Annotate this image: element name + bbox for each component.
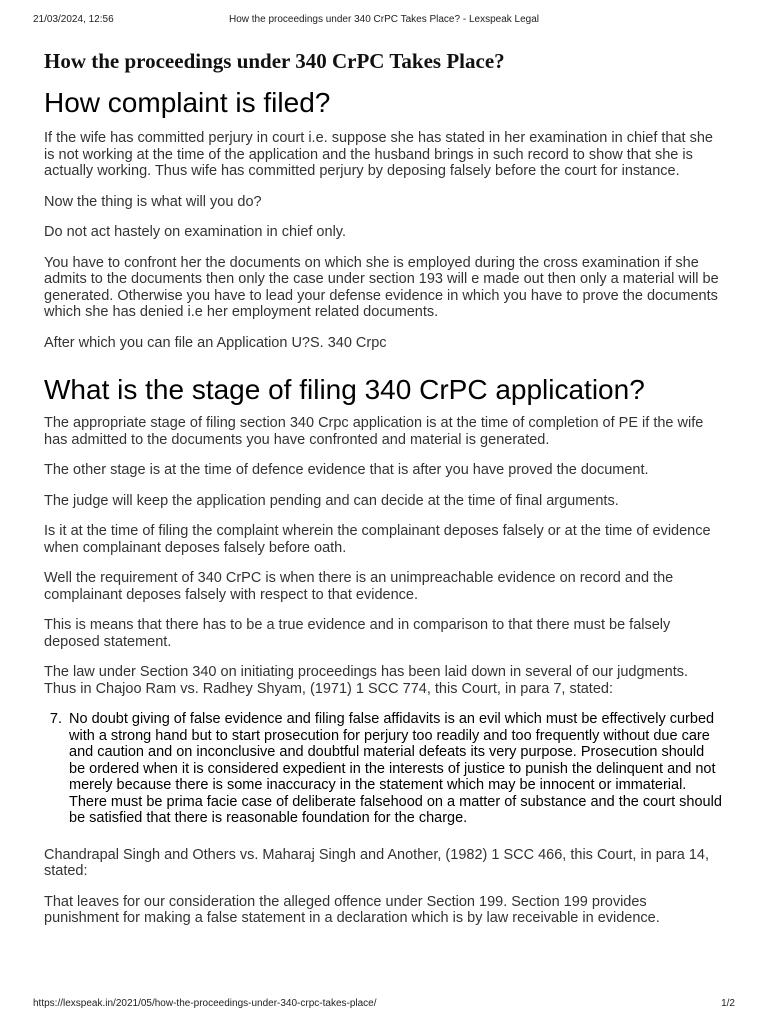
print-footer [33, 998, 735, 1012]
article-title: How the proceedings under 340 CrPC Takes Place? [44, 49, 505, 73]
article [44, 48, 724, 941]
paragraph: The appropriate stage of filing section 340 Crpc application is at the time of completion of PE if the wife has admitted to the documents you have confronted and material is generated. [44, 415, 704, 448]
section-heading-complaint: How complaint is filed? [44, 87, 331, 118]
paragraph: That leaves for our consideration the alleged offence under Section 199. Section 199 provides punishment for making a false statement in a declaration which is by law receivable in evidence. [44, 893, 660, 926]
print-url: https://lexspeak.in/2021/05/how-the-proceedings-under-340-crpc-takes-place/ [33, 998, 377, 1009]
paragraph: Is it at the time of filing the complaint wherein the complainant deposes falsely or at the time of evidence when complainant deposes falsely before oath. [44, 523, 711, 556]
paragraph: If the wife has committed perjury in court i.e. suppose she has stated in her examination in chief that she is not working at the time of the application and the husband brings in such record to show that she is actually working. Thus wife has committed perjury by deposing falsely before the court for instance. [44, 130, 713, 179]
paragraph: Now the thing is what will you do? [44, 193, 262, 210]
quoted-judgment-para: 7. No doubt giving of false evidence and filing false affidavits is an evil which must be effectively curbed with a strong hand but to start prosecution for perjury too readily and too frequently without due care and caution and on inconclusive and doubtful material defeats its very purpose. Prosecution should be ordered when it is considered expedient in the interests of justice to punish the delinquent and not merely because there is some inaccuracy in the statement which may be innocent or immaterial. There must be prima facie case of deliberate falsehood on a matter of substance and the court should be satisfied that there is reasonable foundation for the charge. [66, 711, 724, 827]
print-page-title: How the proceedings under 340 CrPC Takes Place? - Lexspeak Legal [229, 14, 539, 25]
print-page-number: 1/2 [721, 998, 735, 1009]
paragraph: Do not act hastely on examination in chief only. [44, 224, 346, 240]
paragraph: After which you can file an Application U?S. 340 Crpc [44, 334, 387, 351]
paragraph: This is means that there has to be a true evidence and in comparison to that there must be falsely deposed statement. [44, 617, 671, 650]
paragraph: Well the requirement of 340 CrPC is when there is an unimpreachable evidence on record and the complainant deposes falsely with respect to that evidence. [44, 570, 674, 603]
paragraph: The judge will keep the application pending and can decide at the time of final arguments. [44, 492, 619, 509]
paragraph: You have to confront her the documents on which she is employed during the cross examination if she admits to the documents then only the case under section 193 will e made out then only a material will be generated. Otherwise you have to lead your defense evidence in which you have to prove the documents which she has denied i.e her employment related documents. [44, 254, 719, 320]
print-timestamp: 21/03/2024, 12:56 [33, 14, 114, 25]
quoted-judgment-list [44, 711, 724, 827]
paragraph: The other stage is at the time of defence evidence that is after you have proved the document. [44, 462, 649, 478]
paragraph: The law under Section 340 on initiating proceedings has been laid down in several of our judgments. Thus in Chajoo Ram vs. Radhey Shyam, (1971) 1 SCC 774, this Court, in para 7, stated: [44, 664, 689, 697]
print-header [33, 14, 735, 28]
section-heading-stage: What is the stage of filing 340 CrPC application? [44, 374, 645, 405]
paragraph: Chandrapal Singh and Others vs. Maharaj Singh and Another, (1982) 1 SCC 466, this Court, in para 14, stated: [44, 846, 709, 879]
